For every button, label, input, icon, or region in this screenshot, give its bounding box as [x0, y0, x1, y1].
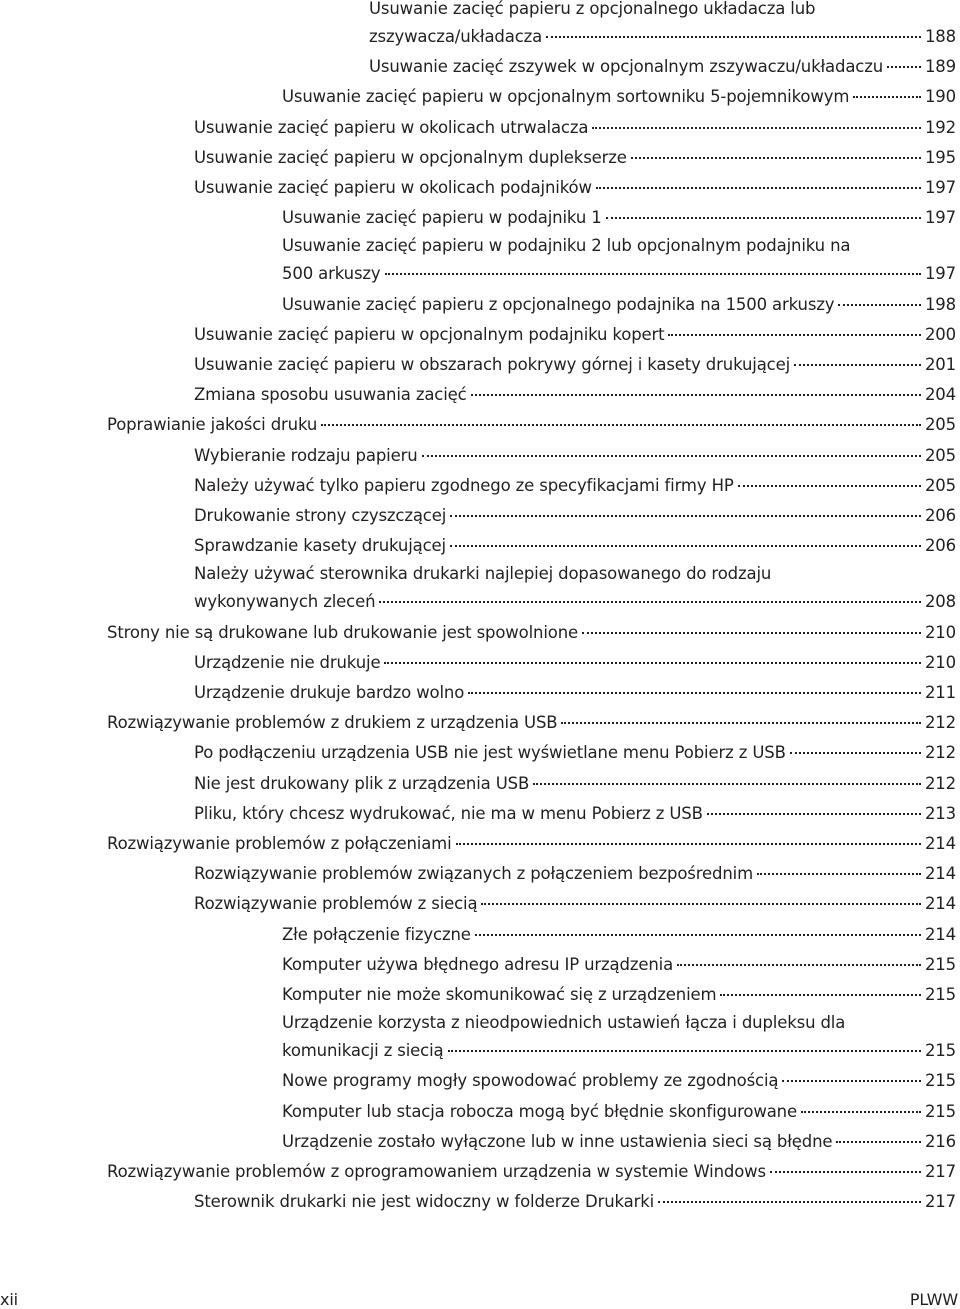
toc-entry[interactable] — [194, 380, 956, 410]
toc-entry-title: Urządzenie nie drukuje — [194, 652, 381, 672]
dot-leader — [533, 783, 921, 785]
toc-entry-title: Należy używać tylko papieru zgodnego ze specyfikacjami firmy HP — [194, 475, 734, 495]
dot-leader — [887, 66, 921, 68]
dot-leader — [801, 1111, 921, 1113]
toc-page-number: 212 — [924, 713, 956, 733]
toc-entry[interactable] — [194, 678, 956, 708]
toc-entry[interactable] — [194, 561, 956, 617]
toc-entry[interactable] — [194, 889, 956, 919]
toc-entry-title: Rozwiązywanie problemów związanych z połączeniem bezpośrednim — [194, 864, 753, 884]
toc-page-number: 217 — [924, 1192, 956, 1212]
toc-entry[interactable] — [107, 708, 956, 738]
toc-entry[interactable] — [194, 1187, 956, 1217]
toc-entry[interactable] — [194, 738, 956, 768]
toc-entry[interactable] — [194, 769, 956, 799]
toc-page-number: 205 — [924, 415, 956, 435]
toc-page-number: 212 — [924, 773, 956, 793]
toc-entry[interactable] — [194, 350, 956, 380]
toc-entry[interactable] — [194, 648, 956, 678]
dot-leader — [546, 36, 921, 38]
toc-entry-title: Strony nie są drukowane lub drukowanie jest spowolnione — [107, 622, 579, 642]
dot-leader — [481, 903, 921, 905]
toc-entry[interactable] — [194, 501, 956, 531]
dot-leader — [450, 515, 921, 517]
toc-entry[interactable] — [369, 52, 956, 82]
dot-leader — [853, 96, 921, 98]
dot-leader — [794, 364, 921, 366]
dot-leader — [677, 964, 921, 966]
toc-entry-title: Pliku, który chcesz wydrukować, nie ma w menu Pobierz z USB — [194, 803, 703, 823]
toc-entry-title: Usuwanie zacięć zszywek w opcjonalnym zszywaczu/układaczu — [369, 57, 884, 77]
toc-entry-title: Usuwanie zacięć papieru w opcjonalnym sortowniku 5-pojemnikowym — [282, 87, 850, 107]
dot-leader — [707, 813, 921, 815]
toc-entry[interactable] — [107, 618, 956, 648]
toc-entry-title: 500 arkuszy — [282, 264, 381, 284]
toc-page-number: 215 — [924, 1041, 956, 1061]
toc-entry-title: Nie jest drukowany plik z urządzenia USB — [194, 773, 530, 793]
dot-leader — [475, 934, 921, 936]
toc-entry[interactable] — [194, 143, 956, 173]
toc-entry[interactable] — [107, 410, 956, 440]
toc-page-number: 211 — [924, 683, 956, 702]
toc-page-number: 216 — [924, 1131, 956, 1151]
toc-entry-title: Komputer lub stacja robocza mogą być błędnie skonfigurowane — [282, 1101, 797, 1121]
dot-leader — [738, 485, 921, 487]
toc-page-number: 215 — [924, 1101, 956, 1121]
dot-leader — [321, 424, 921, 426]
toc-page-number: 212 — [924, 743, 956, 763]
dot-leader — [782, 1080, 921, 1082]
toc-page-number: 215 — [924, 954, 956, 974]
toc-entry-title: zszywacza/układacza — [369, 27, 543, 46]
toc-entry[interactable] — [194, 113, 956, 143]
dot-leader — [582, 632, 921, 634]
toc-page-number: 205 — [924, 475, 956, 495]
toc-entry-title: Usuwanie zacięć papieru w opcjonalnym podajniku kopert — [194, 324, 665, 344]
dot-leader — [838, 304, 921, 306]
toc-page-number: 205 — [924, 445, 956, 465]
toc-entry-title: Poprawianie jakości druku — [107, 415, 318, 435]
toc-entry[interactable] — [282, 203, 956, 233]
toc-entry[interactable] — [282, 1097, 956, 1127]
toc-page-number: 206 — [924, 506, 956, 525]
toc-entry-title: Usuwanie zacięć papieru w podajniku 2 lub opcjonalnym podajniku na — [282, 236, 851, 256]
toc-entry[interactable] — [107, 1157, 956, 1187]
footer-page-number: xii — [0, 1290, 18, 1309]
toc-page-number: 214 — [924, 864, 956, 884]
toc-entry[interactable] — [194, 441, 956, 471]
toc-page-number: 201 — [924, 355, 956, 374]
toc-entry-title: Drukowanie strony czyszczącej — [194, 506, 447, 525]
toc-entry[interactable] — [194, 173, 956, 203]
toc-entry-title: wykonywanych zleceń — [194, 592, 376, 612]
toc-page-number: 214 — [924, 894, 956, 914]
toc-entry-title: Urządzenie zostało wyłączone lub w inne ustawienia sieci są błędne — [282, 1131, 833, 1151]
toc-page-number: 217 — [924, 1162, 956, 1181]
dot-leader — [606, 217, 921, 219]
toc-entry-title: Usuwanie zacięć papieru w opcjonalnym duplekserze — [194, 147, 627, 167]
dot-leader — [592, 127, 921, 129]
toc-page-number: 215 — [924, 985, 956, 1004]
dot-leader — [384, 662, 921, 664]
toc-page-number: 204 — [924, 385, 956, 405]
dot-leader — [385, 273, 921, 275]
toc-entry-title: Sterownik drukarki nie jest widoczny w folderze Drukarki — [194, 1192, 655, 1212]
toc-page-number: 192 — [924, 117, 956, 137]
dot-leader — [770, 1171, 921, 1173]
toc-entry[interactable] — [282, 920, 956, 950]
dot-leader — [468, 692, 921, 694]
dot-leader — [596, 187, 921, 189]
toc-entry[interactable] — [282, 950, 956, 980]
toc-entry-title: Należy używać sterownika drukarki najlepiej dopasowanego do rodzaju — [194, 564, 772, 584]
toc-entry-title: Usuwanie zacięć papieru w podajniku 1 — [282, 208, 602, 228]
toc-page-number: 189 — [924, 57, 956, 77]
toc-entry-title: Rozwiązywanie problemów z połączeniami — [107, 834, 452, 853]
toc-entry[interactable] — [194, 471, 956, 501]
dot-leader — [757, 873, 921, 875]
toc-entry-title: Usuwanie zacięć papieru z opcjonalnego podajnika na 1500 arkuszy — [282, 294, 835, 314]
toc-entry[interactable] — [194, 531, 956, 561]
dot-leader — [379, 601, 921, 603]
footer-doc-code: PLWW — [909, 1290, 958, 1309]
toc-entry[interactable] — [194, 320, 956, 350]
toc-page-number: 198 — [924, 294, 956, 314]
dot-leader — [631, 157, 921, 159]
toc-entry[interactable] — [282, 233, 956, 289]
toc-page-number: 197 — [924, 178, 956, 197]
toc-page-number: 214 — [924, 834, 956, 853]
toc-page-number: 208 — [924, 592, 956, 612]
toc-entry[interactable] — [107, 829, 956, 859]
dot-leader — [668, 334, 920, 336]
toc-entry[interactable] — [282, 82, 956, 112]
toc-entry-title: Komputer nie może skomunikować się z urządzeniem — [282, 985, 717, 1004]
toc-entry-title: Urządzenie korzysta z nieodpowiednich ustawień łącza i dupleksu dla — [282, 1013, 846, 1033]
toc-entry-title: Usuwanie zacięć papieru z opcjonalnego układacza lub — [369, 0, 816, 18]
toc-page-number: 206 — [924, 536, 956, 556]
toc-entry-title: Złe połączenie fizyczne — [282, 924, 471, 944]
toc-page-number: 190 — [924, 87, 956, 107]
toc-entry-title: Zmiana sposobu usuwania zacięć — [194, 385, 467, 405]
toc-entry-title: Rozwiązywanie problemów z siecią — [194, 894, 478, 914]
toc-entry[interactable] — [282, 1010, 956, 1066]
toc-page-number: 214 — [924, 924, 956, 944]
dot-leader — [720, 994, 920, 996]
toc-page-number: 210 — [924, 622, 956, 642]
toc-entry-title: Usuwanie zacięć papieru w obszarach pokrywy górnej i kasety drukującej — [194, 355, 791, 374]
toc-page-number: 197 — [924, 264, 956, 284]
toc-entry-title: Rozwiązywanie problemów z drukiem z urządzenia USB — [107, 713, 558, 733]
toc-entry[interactable] — [194, 799, 956, 829]
toc-entry[interactable] — [369, 0, 956, 52]
toc-entry-title: Wybieranie rodzaju papieru — [194, 445, 418, 465]
toc-entry[interactable] — [282, 980, 956, 1010]
toc-entry[interactable] — [282, 1066, 956, 1096]
toc-page-number: 200 — [924, 324, 956, 344]
dot-leader — [456, 843, 921, 845]
toc-entry[interactable] — [282, 1127, 956, 1157]
toc-page-number: 210 — [924, 652, 956, 672]
toc-entry-title: Nowe programy mogły spowodować problemy ze zgodnością — [282, 1071, 779, 1091]
toc-page-number: 188 — [924, 27, 956, 46]
toc-entry-title: Usuwanie zacięć papieru w okolicach utrwalacza — [194, 117, 589, 137]
dot-leader — [836, 1141, 921, 1143]
toc-entry-title: komunikacji z siecią — [282, 1041, 444, 1061]
toc-entry[interactable] — [282, 290, 956, 320]
toc-entry[interactable] — [194, 859, 956, 889]
toc-page-number: 213 — [924, 803, 956, 823]
dot-leader — [658, 1201, 921, 1203]
toc-page-number: 215 — [924, 1071, 956, 1091]
dot-leader — [450, 545, 921, 547]
toc-entry-title: Sprawdzanie kasety drukującej — [194, 536, 446, 556]
toc-entry-title: Komputer używa błędnego adresu IP urządzenia — [282, 954, 674, 974]
toc-entry-title: Urządzenie drukuje bardzo wolno — [194, 683, 465, 702]
dot-leader — [448, 1050, 921, 1052]
dot-leader — [561, 722, 921, 724]
dot-leader — [471, 394, 921, 396]
dot-leader — [422, 455, 921, 457]
toc-entry-title: Usuwanie zacięć papieru w okolicach podajników — [194, 178, 592, 197]
toc-entry-title: Rozwiązywanie problemów z oprogramowaniem urządzenia w systemie Windows — [107, 1162, 766, 1181]
toc-page-number: 195 — [924, 147, 956, 167]
toc-entry-title: Po podłączeniu urządzenia USB nie jest wyświetlane menu Pobierz z USB — [194, 743, 786, 763]
toc-page-number: 197 — [924, 208, 956, 228]
dot-leader — [790, 752, 921, 754]
